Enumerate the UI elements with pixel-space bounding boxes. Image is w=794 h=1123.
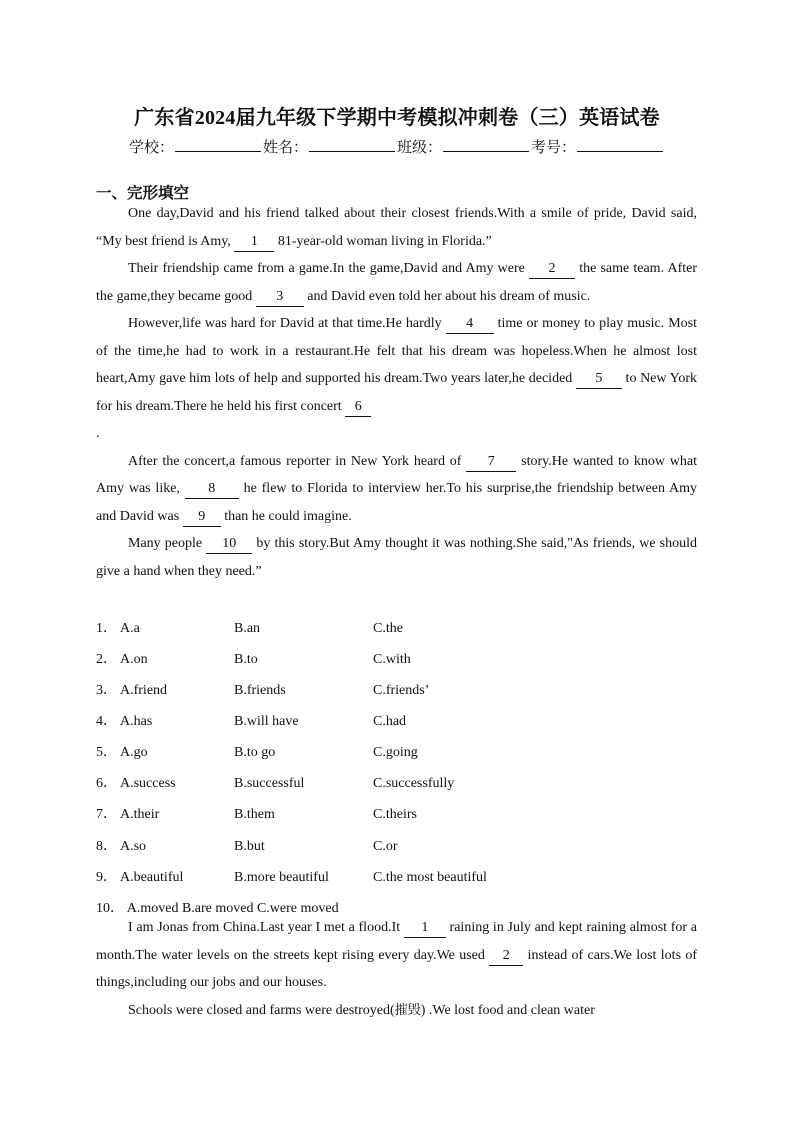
- blank-1: 1: [234, 233, 274, 252]
- page-title: 广东省2024届九年级下学期中考模拟冲刺卷（三）英语试卷: [134, 107, 660, 129]
- passage-1-paragraph-3: However,life was hard for David at that time.He hardly 4 time or money to play music. Most of the time,he had to work in a restaurant.He felt that his dream was hopeless.When he almost lost heart,Amy gave him lots of help and supported his dream.Two years later,he decided 5 to New York for his dream.There he held his first concert 6 .: [96, 316, 697, 441]
- blank-7: 7: [466, 453, 516, 472]
- blank-p2-1: 1: [404, 919, 446, 938]
- option-a: A.beautiful: [120, 870, 184, 885]
- name-blank: [309, 137, 395, 152]
- student-info-line: [0, 136, 794, 157]
- option-a: A.friend: [120, 683, 168, 698]
- option-b: B.successful: [234, 776, 305, 791]
- option-b: B.them: [234, 807, 275, 822]
- option-c: C.had: [373, 714, 407, 729]
- class-blank: [443, 137, 529, 152]
- school-label: 学校：: [128, 140, 174, 156]
- school-blank: [175, 137, 261, 152]
- option-b: B.will have: [234, 714, 299, 729]
- option-a: A.a: [120, 621, 140, 636]
- option-a: A.success: [120, 776, 176, 791]
- blank-3: 3: [256, 288, 304, 307]
- exam-number-blank: [577, 137, 663, 152]
- option-b: B.an: [234, 621, 261, 636]
- exam-number-label: 考号：: [531, 140, 577, 156]
- blank-9: 9: [183, 508, 221, 527]
- option-a: A.go: [120, 745, 148, 760]
- option-c: C.friends’: [373, 683, 430, 698]
- exam-page: 广东省2024届九年级下学期中考模拟冲刺卷（三）英语试卷 学校： 姓名： 班级： 考号： 一、完形填空 One day,David and his friend talked about their closest friends.With a smile of pride, David said, “My best friend is Amy, 1 81-year-old woman living in Florida.” Their friendship came from a game.In the game,David and Amy were 2 the same team. After the game,they became good 3 and David even told her about his dream of music. However,life was hard for David at that time.He hardly 4 time or money to play music. Most of the time,he had to work in a restaurant.He felt that his dream was hopeless.When he almost lost heart,Amy gave him lots of help and supported his dream.Two years later,he decided 5 to New York for his dream.There he held his first concert 6 . After the concert,a famous reporter in New York heard of 7 story.He wanted to know what Amy was like, 8 he flew to Florida to interview her.To his surprise,the friendship between Amy and David was 9 than he could imagine. Many people 10 by this story.But Amy thought it was nothing.She said,"As friends, we should give a hand when they need.” 1． A.a B.an C.the 2． A.on B.to C.with 3． A.friend B.friends C.friends’ 4． A.has B.will have C.had 5． A.go B.to go C.going 6． A.success B.successful C.successfully 7． A.their B.them C.theirs 8． A.so B.but C.or 9． A.beautiful B.more beautiful C.the most beautiful 10． A.moved B.are moved C.were moved I am Jonas from China.Last year I met a flood.It 1 raining in July and kept raining almost for a month.The water levels on the streets kept rising every day.We used 2 instead of cars.We lost lots of things,including our jobs and our houses. Schools were closed and farms were destroyed(摧毁) .We lost food and clean water: [0, 0, 794, 1123]
- option-c: C.successfully: [373, 776, 455, 791]
- name-label: 姓名：: [262, 140, 308, 156]
- option-b: B.more beautiful: [234, 870, 329, 885]
- option-b: B.friends: [234, 683, 286, 698]
- passage-1-paragraph-4: After the concert,a famous reporter in New York heard of 7 story.He wanted to know what Amy was like, 8 he flew to Florida to interview her.To his surprise,the friendship between Amy and David was 9 than he could imagine.: [96, 448, 697, 531]
- option-a: A.so: [120, 839, 147, 854]
- blank-8: 8: [185, 480, 239, 499]
- passage-1-paragraph-5: Many people 10 by this story.But Amy thought it was nothing.She said,"As friends, we should give a hand when they need.”: [96, 536, 697, 579]
- class-label: 班级：: [397, 140, 443, 156]
- passage-1-paragraph-1: One day,David and his friend talked about their closest friends.With a smile of pride, David said, “My best friend is Amy, 1 81-year-old woman living in Florida.”: [96, 200, 697, 255]
- passage-1: [96, 200, 697, 585]
- option-a: A.has: [120, 714, 153, 729]
- section-heading-cloze: 一、完形填空: [96, 185, 190, 202]
- blank-6: 6: [345, 398, 371, 417]
- option-a: A.on: [120, 652, 148, 667]
- option-c: C.going: [373, 745, 418, 760]
- passage-2-paragraph-1: I am Jonas from China.Last year I met a flood.It 1 raining in July and kept raining almost for a month.The water levels on the streets kept rising every day.We used 2 instead of cars.We lost lots of things,including our jobs and our houses.: [96, 920, 698, 990]
- blank-p2-2: 2: [489, 947, 523, 966]
- option-b: B.to go: [234, 745, 276, 760]
- option-c: C.with: [373, 652, 411, 667]
- blank-4: 4: [446, 315, 494, 334]
- chinese-annotation: 摧毁: [394, 1002, 421, 1018]
- blank-5: 5: [576, 370, 622, 389]
- option-b: B.but: [234, 839, 265, 854]
- option-a: A.their: [120, 807, 160, 822]
- blank-2: 2: [529, 260, 575, 279]
- blank-10: 10: [206, 535, 252, 554]
- option-c: C.theirs: [373, 807, 417, 822]
- option-c: C.the most beautiful: [373, 870, 487, 885]
- option-c: C.or: [373, 839, 398, 854]
- passage-2-paragraph-2: Schools were closed and farms were destroyed(摧毁) .We lost food and clean water: [128, 1002, 595, 1018]
- option-b: B.to: [234, 652, 258, 667]
- option-c: C.the: [373, 621, 403, 636]
- passage-1-paragraph-2: Their friendship came from a game.In the game,David and Amy were 2 the same team. After the game,they became good 3 and David even told her about his dream of music.: [96, 255, 697, 310]
- passage-2: [96, 914, 697, 1024]
